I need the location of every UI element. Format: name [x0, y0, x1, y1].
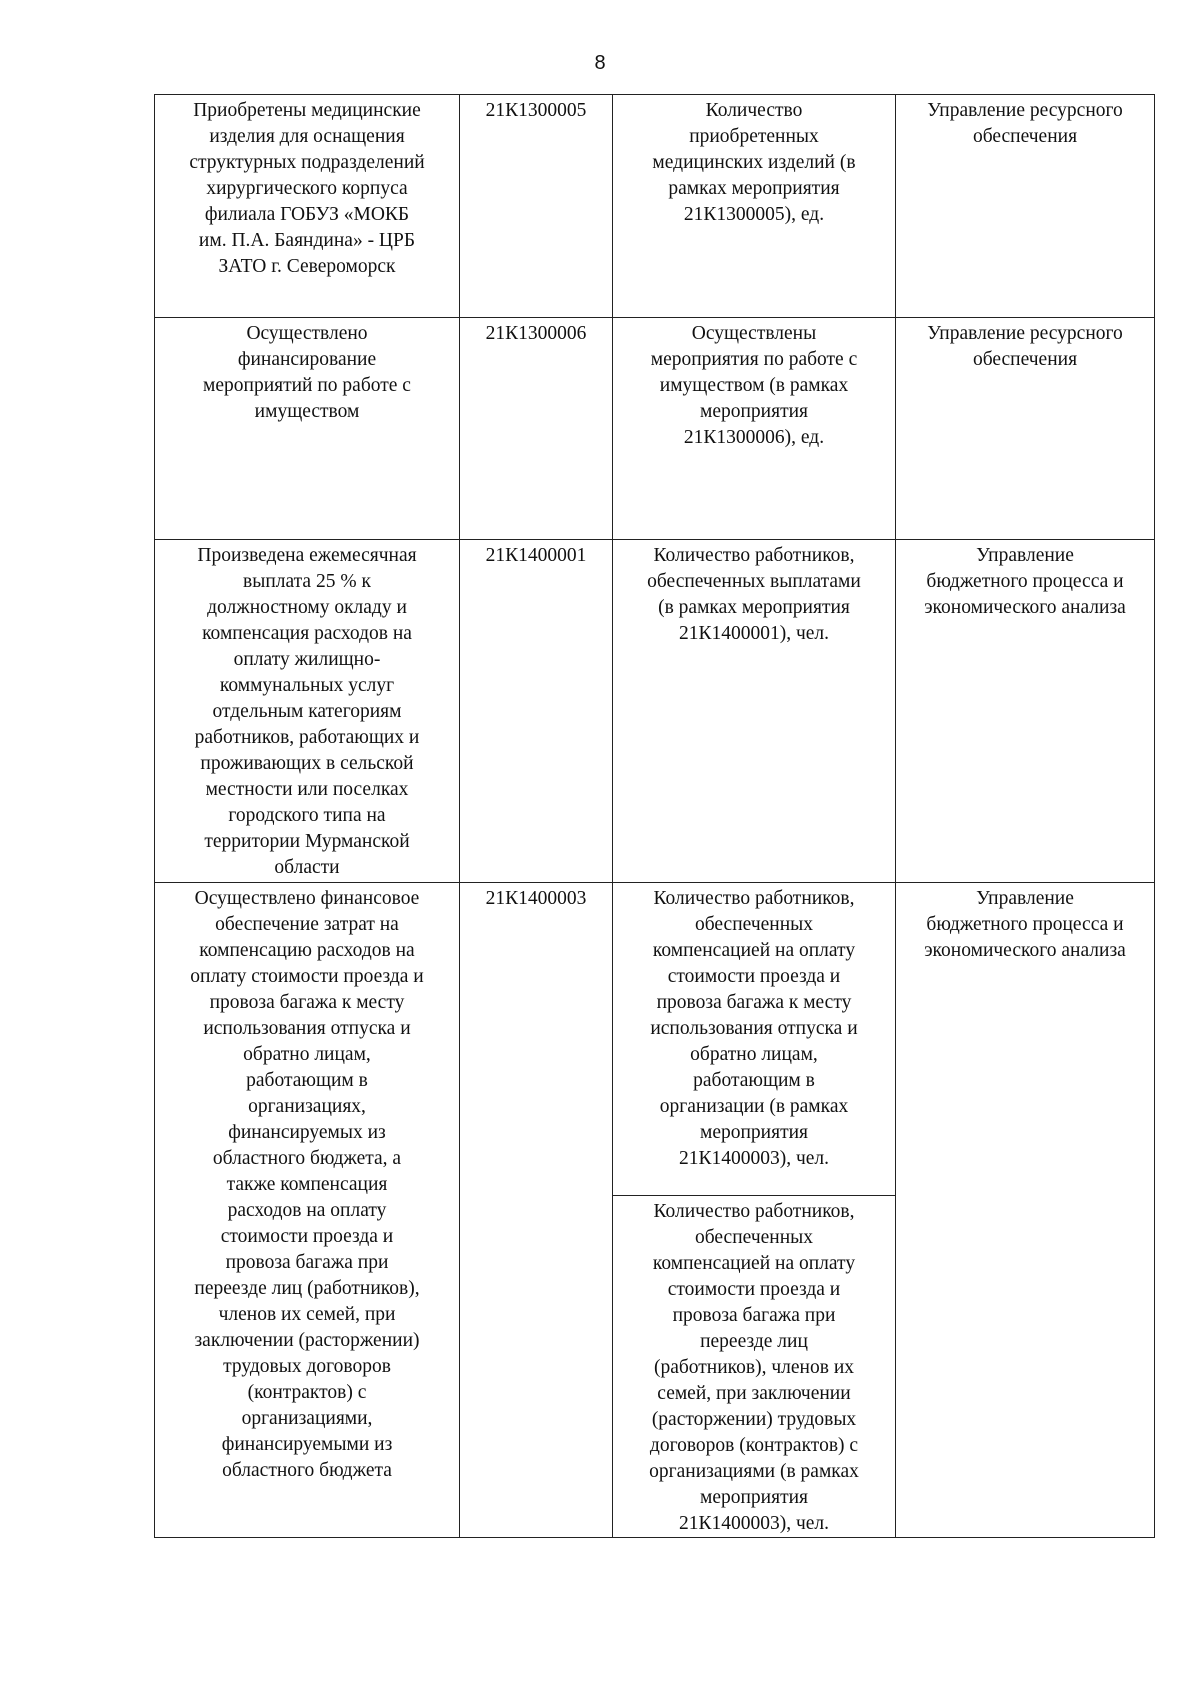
- result-cell: Количество приобретенных медицинских изделий (в рамках мероприятия 21К1300005), ед.: [613, 95, 896, 318]
- code-cell: 21К1400003: [460, 883, 613, 1538]
- result-cell: Количество работников, обеспеченных компенсацией на оплату стоимости проезда и провоза багажа при переезде лиц (работников), членов их семей, при заключении (расторжении) трудовых договоров (контрактов) с организациями (в рамках мероприятия 21К1400003), чел.: [613, 1196, 896, 1538]
- page-number: 8: [594, 52, 606, 74]
- table-row: [155, 318, 1155, 540]
- responsible-cell: Управление ресурсного обеспечения: [896, 95, 1155, 318]
- result-cell: Количество работников, обеспеченных компенсацией на оплату стоимости проезда и провоза багажа к месту использования отпуска и обратно лицам, работающим в организации (в рамках мероприятия 21К1400003), чел.: [613, 883, 896, 1196]
- code-cell: 21К1400001: [460, 540, 613, 883]
- table-row: [155, 540, 1155, 883]
- task-cell: Осуществлено финансирование мероприятий по работе с имуществом: [155, 318, 460, 540]
- activities-table: [154, 94, 1155, 1538]
- result-cell: Количество работников, обеспеченных выплатами (в рамках мероприятия 21К1400001), чел.: [613, 540, 896, 883]
- responsible-cell: Управление бюджетного процесса и экономического анализа: [896, 540, 1155, 883]
- task-cell: Приобретены медицинские изделия для оснащения структурных подразделений хирургического корпуса филиала ГОБУЗ «МОКБ им. П.А. Баяндина» - ЦРБ ЗАТО г. Североморск: [155, 95, 460, 318]
- code-cell: 21К1300006: [460, 318, 613, 540]
- task-cell: Осуществлено финансовое обеспечение затрат на компенсацию расходов на оплату стоимости проезда и провоза багажа к месту использования отпуска и обратно лицам, работающим в организациях, финансируемых из областного бюджета, а также компенсация расходов на оплату стоимости проезда и провоза багажа при переезде лиц (работников), членов их семей, при заключении (расторжении) трудовых договоров (контрактов) с организациями, финансируемыми из областного бюджета: [155, 883, 460, 1538]
- table-row: [155, 883, 1155, 1196]
- responsible-cell: Управление ресурсного обеспечения: [896, 318, 1155, 540]
- code-cell: 21К1300005: [460, 95, 613, 318]
- table-row: [155, 95, 1155, 318]
- result-cell: Осуществлены мероприятия по работе с имуществом (в рамках мероприятия 21К1300006), ед.: [613, 318, 896, 540]
- task-cell: Произведена ежемесячная выплата 25 % к должностному окладу и компенсация расходов на оплату жилищно- коммунальных услуг отдельным категориям работников, работающих и проживающих в сельской местности или поселках городского типа на территории Мурманской области: [155, 540, 460, 883]
- responsible-cell: Управление бюджетного процесса и экономического анализа: [896, 883, 1155, 1538]
